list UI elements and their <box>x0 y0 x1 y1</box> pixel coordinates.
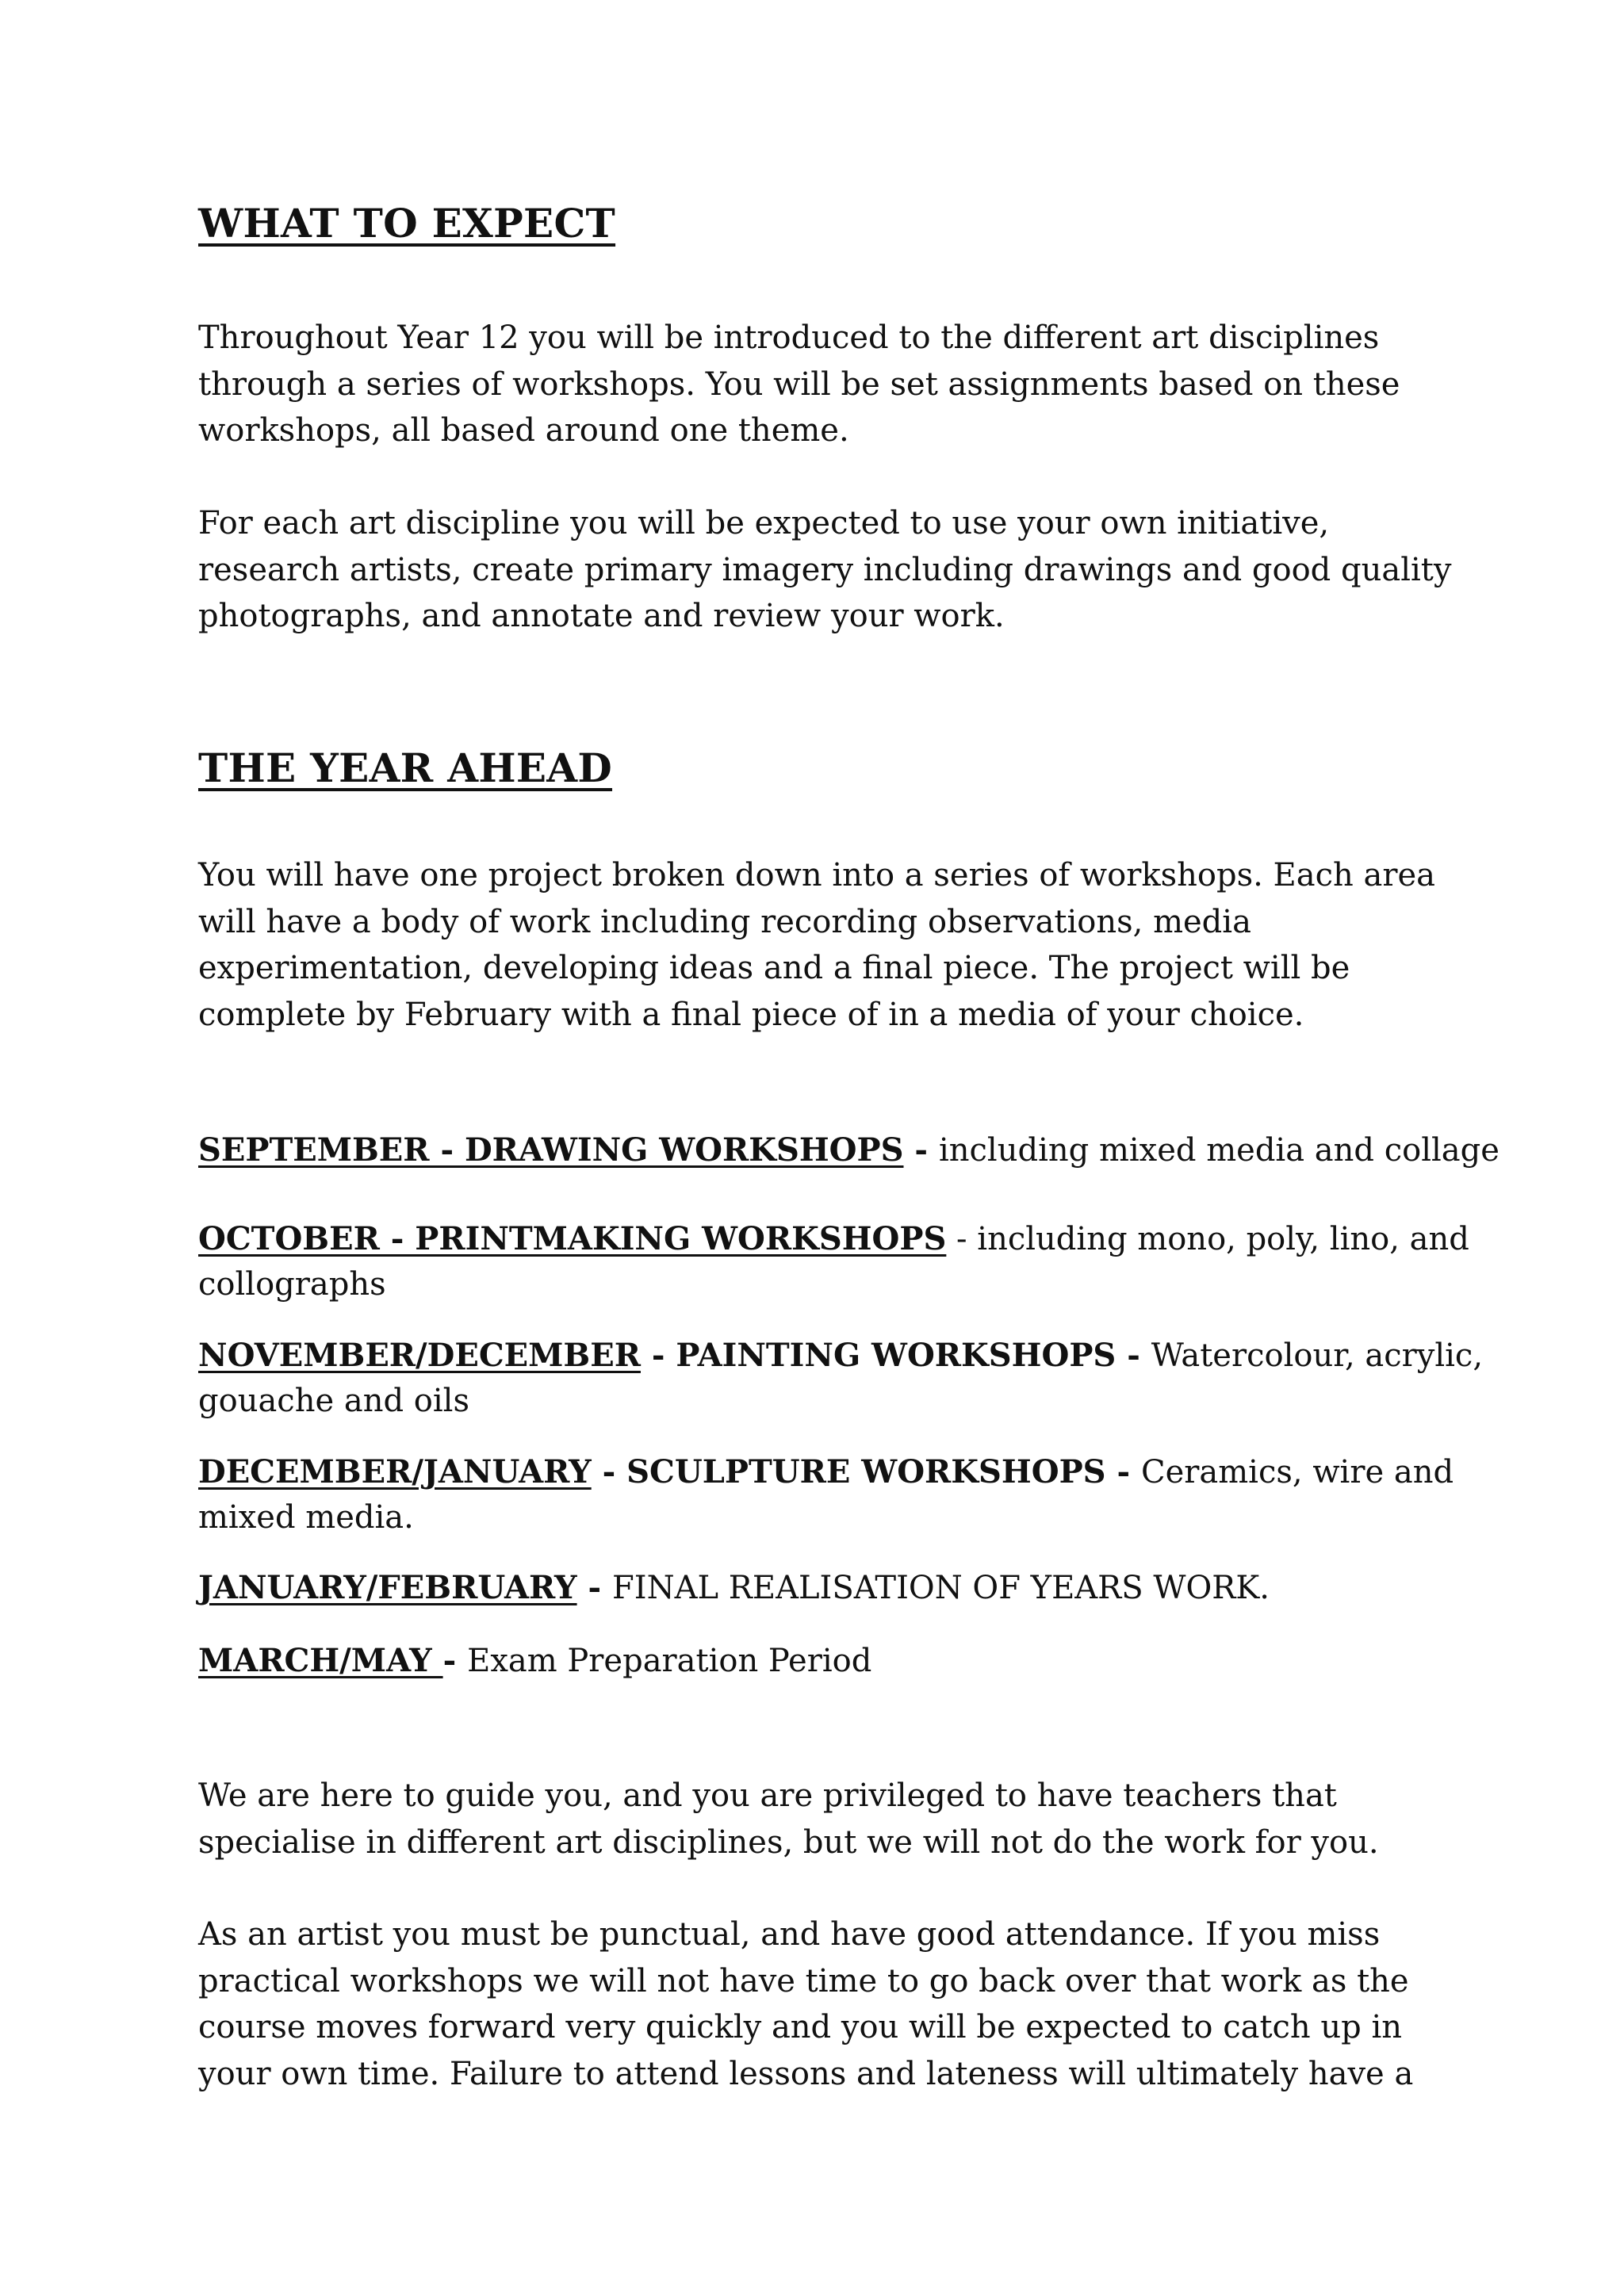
schedule-month: SEPTEMBER - DRAWING WORKSHOPS <box>198 1131 904 1169</box>
text-line: practical workshops we will not have time to go back over that work as the <box>198 1962 1409 1999</box>
paragraph-attendance <box>198 1911 1459 2097</box>
text-line: will have a body of work including recording observations, media <box>198 903 1251 940</box>
schedule-month: OCTOBER - PRINTMAKING WORKSHOPS <box>198 1220 947 1257</box>
schedule-description: Watercolour, acrylic, <box>1151 1337 1484 1374</box>
text-line: course moves forward very quickly and you will be expected to catch up in <box>198 2009 1403 2045</box>
schedule-description: including mixed media and collage <box>938 1132 1500 1169</box>
paragraph-intro <box>198 315 1459 454</box>
paragraph-guidance <box>198 1773 1459 1866</box>
schedule-item-march-may <box>198 1638 1459 1684</box>
text-line: workshops, all based around one theme. <box>198 412 849 449</box>
text-line: For each art discipline you will be expected to use your own initiative, <box>198 505 1330 541</box>
schedule-workshop: - PAINTING WORKSHOPS - <box>640 1337 1151 1374</box>
schedule-description-continued: gouache and oils <box>198 1383 469 1419</box>
text-line: We are here to guide you, and you are privileged to have teachers that <box>198 1777 1337 1814</box>
heading-the-year-ahead: THE YEAR AHEAD <box>198 744 613 791</box>
text-line: photographs, and annotate and review your work. <box>198 598 1005 634</box>
schedule-item-january-february <box>198 1565 1459 1611</box>
text-line: specialise in different art disciplines, but we will not do the work for you. <box>198 1823 1379 1861</box>
schedule-separator: - <box>946 1221 978 1257</box>
schedule-workshop: - SCULPTURE WORKSHOPS - <box>591 1453 1141 1490</box>
schedule-separator: - <box>576 1569 613 1606</box>
schedule-month: JANUARY/FEBRUARY <box>198 1569 577 1606</box>
heading-what-to-expect: WHAT TO EXPECT <box>198 200 616 247</box>
schedule-month: NOVEMBER/DECEMBER <box>198 1337 641 1374</box>
text-line: your own time. Failure to attend lessons and lateness will ultimately have a <box>198 2055 1414 2092</box>
schedule-item-december-january <box>198 1449 1459 1540</box>
text-line: You will have one project broken down into a series of workshops. Each area <box>198 857 1435 894</box>
schedule-description: Ceramics, wire and <box>1140 1454 1454 1490</box>
schedule-description: FINAL REALISATION OF YEARS WORK. <box>612 1570 1270 1606</box>
schedule-description: including mono, poly, lino, and <box>977 1221 1469 1257</box>
paragraph-project-overview <box>198 852 1459 1038</box>
text-line: experimentation, developing ideas and a final piece. The project will be <box>198 950 1350 986</box>
schedule-month: DECEMBER/JANUARY <box>198 1453 592 1490</box>
schedule-item-november-december <box>198 1333 1484 1424</box>
text-line: through a series of workshops. You will be set assignments based on these <box>198 365 1400 403</box>
schedule-separator: - <box>442 1642 468 1679</box>
schedule-separator: - <box>903 1131 939 1169</box>
text-line: complete by February with a final piece of in a media of your choice. <box>198 996 1304 1033</box>
text-line: As an artist you must be punctual, and have good attendance. If you miss <box>198 1916 1381 1953</box>
schedule-item-september <box>198 1127 1500 1173</box>
text-line: Throughout Year 12 you will be introduced to the different art disciplines <box>198 320 1380 356</box>
schedule-description: Exam Preparation Period <box>467 1643 872 1679</box>
text-line: research artists, create primary imagery including drawings and good quality <box>198 551 1452 588</box>
schedule-description-continued: collographs <box>198 1266 386 1303</box>
paragraph-expectations <box>198 500 1459 640</box>
schedule-description-continued: mixed media. <box>198 1499 414 1536</box>
schedule-item-october <box>198 1216 1469 1307</box>
schedule-month: MARCH/MAY <box>198 1642 443 1679</box>
